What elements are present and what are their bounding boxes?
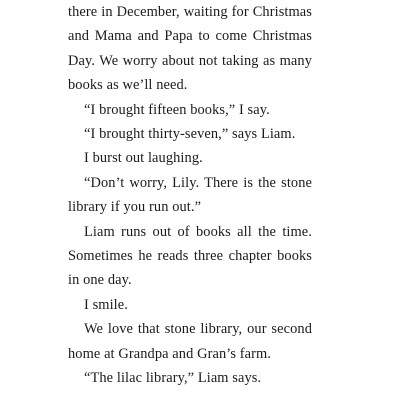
book-page-text: [68, 0, 312, 391]
paragraph-liam-reads: Liam runs out of books all the time. Sometimes he reads three chapter books in one day.: [68, 223, 312, 289]
paragraph-lily-fifteen-books: “I brought fifteen books,” I say.: [84, 101, 270, 118]
paragraph-continuation: there in December, waiting for Christmas and Mama and Papa to come Christmas Day. We worry about not taking as many books as we’ll need.: [68, 4, 312, 94]
paragraph-laughing: I burst out laughing.: [84, 150, 203, 167]
paragraph-lilac-library: “The lilac library,” Liam says.: [84, 370, 262, 387]
paragraph-liam-thirty-seven: “I brought thirty-seven,” says Liam.: [84, 126, 296, 143]
paragraph-stone-library: “Don’t worry, Lily. There is the stone library if you run out.”: [68, 174, 312, 216]
paragraph-smile: I smile.: [84, 296, 128, 313]
paragraph-second-home: We love that stone library, our second home at Grandpa and Gran’s farm.: [68, 321, 312, 362]
